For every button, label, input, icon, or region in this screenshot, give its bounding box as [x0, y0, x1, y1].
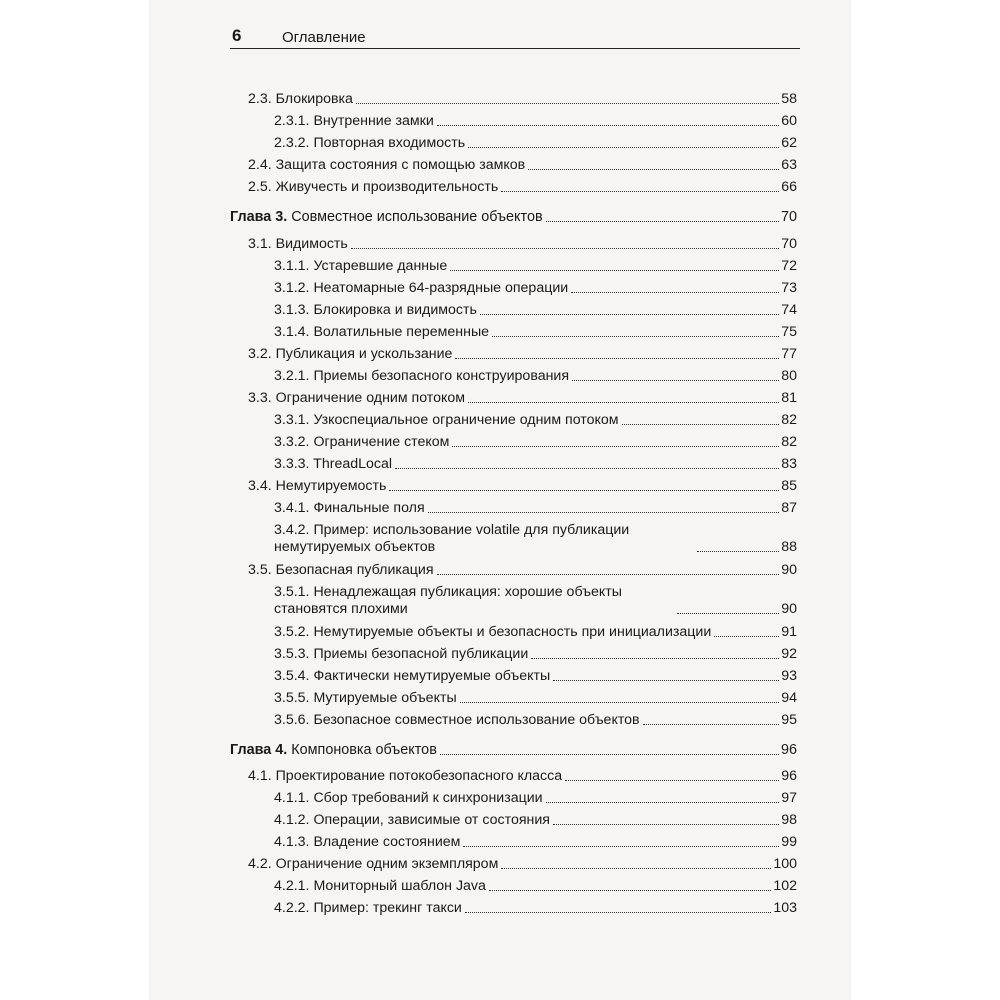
toc-entry-page: 95: [781, 712, 797, 728]
toc-entry-page: 73: [781, 280, 797, 296]
toc-entry: [274, 500, 797, 517]
toc-entry-page: 92: [781, 646, 797, 662]
toc-entry-page: 96: [780, 742, 797, 758]
toc-entry-title: 3.2. Публикация и ускользание: [248, 346, 453, 362]
leader-dots: [450, 270, 779, 271]
leader-dots: [553, 824, 779, 825]
toc-entry: [248, 346, 797, 363]
toc-entry-page: 70: [780, 209, 797, 225]
toc-entry: [274, 834, 797, 851]
leader-dots: [437, 574, 780, 575]
toc-entry: [248, 236, 797, 253]
leader-dots: [468, 147, 779, 148]
toc-entry: [248, 478, 797, 495]
toc-entry-page: 82: [781, 412, 797, 428]
leader-dots: [389, 490, 779, 491]
leader-dots: [468, 402, 779, 403]
leader-dots: [492, 336, 779, 337]
toc-entry: [274, 258, 797, 275]
toc-chapter: [230, 742, 797, 759]
toc-entry-title: 3.5.5. Мутируемые объекты: [274, 690, 457, 706]
toc-entry-title: 3.5. Безопасная публикация: [248, 562, 434, 578]
leader-dots: [351, 248, 779, 249]
toc-entry-title: 3.3.1. Узкоспециальное ограничение одним потоком: [274, 412, 619, 428]
leader-dots: [643, 724, 780, 725]
leader-dots: [428, 512, 780, 513]
toc-entry-page: 77: [781, 346, 797, 362]
toc-entry-page: 85: [781, 478, 797, 494]
leader-dots: [440, 754, 779, 755]
leader-dots: [452, 446, 779, 447]
toc-entry-page: 66: [781, 179, 797, 195]
leader-dots: [501, 191, 779, 192]
toc-entry: [274, 434, 797, 451]
toc-entry-title: 3.3. Ограничение одним потоком: [248, 390, 466, 406]
toc-entry-page: 74: [781, 302, 797, 318]
toc-entry-title: 3.1.2. Неатомарные 64-разрядные операции: [274, 280, 569, 296]
toc-entry-page: 90: [781, 601, 797, 617]
toc-entry-title: 3.1.3. Блокировка и видимость: [274, 302, 477, 318]
leader-dots: [546, 802, 780, 803]
leader-dots: [437, 125, 779, 126]
leader-dots: [465, 912, 771, 913]
toc-entry-title: 4.2.1. Мониторный шаблон Java: [274, 878, 486, 894]
toc-entry-title: 3.4.1. Финальные поля: [274, 500, 425, 516]
leader-dots: [553, 680, 779, 681]
toc-entry-title: 4.2. Ограничение одним экземпляром: [248, 856, 499, 872]
toc-entry-title: 3.1.1. Устаревшие данные: [274, 258, 448, 274]
toc-entry: [274, 412, 797, 429]
toc-entry-page: 75: [781, 324, 797, 340]
leader-dots: [395, 468, 779, 469]
leader-dots: [489, 890, 771, 891]
toc-entry: [248, 562, 797, 579]
toc-entry-page: 96: [781, 768, 797, 784]
toc-entry-title: 4.1.2. Операции, зависимые от состояния: [274, 812, 550, 828]
toc-entry-page: 87: [781, 500, 797, 516]
toc-entry-title: 3.5.3. Приемы безопасной публикации: [274, 646, 529, 662]
toc-entry-page: 90: [781, 562, 797, 578]
toc-entry-title: 3.5.6. Безопасное совместное использование объектов: [274, 712, 640, 728]
leader-dots: [714, 636, 779, 637]
toc-entry-title: 2.3.1. Внутренние замки: [274, 113, 434, 129]
toc-entry: [274, 812, 797, 829]
running-title: Оглавление: [282, 29, 366, 46]
toc-entry: [274, 302, 797, 319]
toc-entry-title: 2.3. Блокировка: [248, 91, 353, 107]
toc-entry-page: 60: [781, 113, 797, 129]
toc-entry-page: 88: [781, 539, 797, 555]
leader-dots: [565, 780, 779, 781]
toc-entry: [274, 456, 797, 473]
toc-entry-title: 4.1.3. Владение состоянием: [274, 834, 461, 850]
toc-entry-page: 103: [773, 900, 797, 916]
toc-entry-page: 97: [781, 790, 797, 806]
toc-entry: [248, 91, 797, 108]
toc-entry-page: 94: [781, 690, 797, 706]
toc-entry-title: 3.3.3. ThreadLocal: [274, 456, 393, 472]
toc-entry: [274, 712, 797, 729]
leader-dots: [697, 551, 779, 552]
toc-entry-page: 91: [781, 624, 797, 640]
toc-entry-title: 2.4. Защита состояния с помощью замков: [248, 157, 526, 173]
toc-entry: [248, 157, 797, 174]
toc-entry-title: 4.1.1. Сбор требований к синхронизации: [274, 790, 543, 806]
leader-dots: [501, 868, 771, 869]
leader-dots: [546, 221, 779, 222]
toc-entry-page: 70: [781, 236, 797, 252]
leader-dots: [455, 358, 779, 359]
toc-entry-page: 98: [781, 812, 797, 828]
toc-entry-title: Совместное использование объектов: [291, 209, 543, 225]
toc-entry: [248, 856, 797, 873]
leader-dots: [677, 613, 779, 614]
toc-entry-page: 62: [781, 135, 797, 151]
toc-entry-title: 3.4. Немутируемость: [248, 478, 387, 494]
toc-entry: [274, 368, 797, 385]
toc-entry: [274, 690, 797, 707]
toc-entry: [274, 878, 797, 895]
toc-entry-page: 80: [781, 368, 797, 384]
toc-entry-title: 2.3.2. Повторная входимость: [274, 135, 466, 151]
toc-entry-title: 3.5.2. Немутируемые объекты и безопасность при инициализации: [274, 624, 712, 640]
toc-entry: [274, 646, 797, 663]
leader-dots: [480, 314, 779, 315]
toc-entry-title: 3.4.2. Пример: использование volatile для публикации немутируемых объектов: [274, 522, 630, 555]
toc-entry: [274, 790, 797, 807]
toc-entry-page: 72: [781, 258, 797, 274]
toc-entry-page: 93: [781, 668, 797, 684]
toc-entry-title: 2.5. Живучесть и производительность: [248, 179, 499, 195]
toc-entry-page: 63: [781, 157, 797, 173]
toc-entry-title: 3.1. Видимость: [248, 236, 348, 252]
toc-entry-title: 4.2.2. Пример: трекинг такси: [274, 900, 462, 916]
toc-entry-page: 100: [773, 856, 797, 872]
toc-entry-title: 3.2.1. Приемы безопасного конструирования: [274, 368, 570, 384]
toc-entry: [274, 280, 797, 297]
toc-chapter: [230, 209, 797, 226]
leader-dots: [531, 658, 779, 659]
toc-entry-title: 4.1. Проектирование потокобезопасного класса: [248, 768, 563, 784]
toc-entry: [274, 668, 797, 685]
toc-entry-page: 83: [781, 456, 797, 472]
toc-entry-title: 3.5.4. Фактически немутируемые объекты: [274, 668, 551, 684]
toc-entry-title: Компоновка объектов: [291, 742, 437, 758]
page-number: 6: [232, 26, 242, 45]
toc-entry: [274, 135, 797, 152]
toc-entry-page: 82: [781, 434, 797, 450]
toc-entry-title: 3.5.1. Ненадлежащая публикация: хорошие объекты становятся плохими: [274, 584, 622, 617]
toc-entry: [248, 390, 797, 407]
toc-entry: [274, 584, 797, 618]
leader-dots: [622, 424, 780, 425]
toc-entry: [274, 324, 797, 341]
toc-entry: [274, 113, 797, 130]
chapter-number: Глава 4.: [230, 742, 288, 758]
toc-entry: [274, 624, 797, 641]
toc-entry: [274, 522, 797, 556]
leader-dots: [356, 103, 779, 104]
leader-dots: [528, 169, 779, 170]
toc-entry: [248, 768, 797, 785]
toc-entry-title: 3.3.2. Ограничение стеком: [274, 434, 450, 450]
leader-dots: [460, 702, 780, 703]
toc-entry-page: 99: [781, 834, 797, 850]
leader-dots: [463, 846, 779, 847]
toc-entry-title: 3.1.4. Волатильные переменные: [274, 324, 490, 340]
leader-dots: [572, 380, 779, 381]
chapter-number: Глава 3.: [230, 209, 288, 225]
toc-entry-page: 102: [773, 878, 797, 894]
toc-entry-page: 58: [781, 91, 797, 107]
toc-entry-page: 81: [781, 390, 797, 406]
toc-entry: [274, 900, 797, 917]
leader-dots: [571, 292, 779, 293]
toc-entry: [248, 179, 797, 196]
